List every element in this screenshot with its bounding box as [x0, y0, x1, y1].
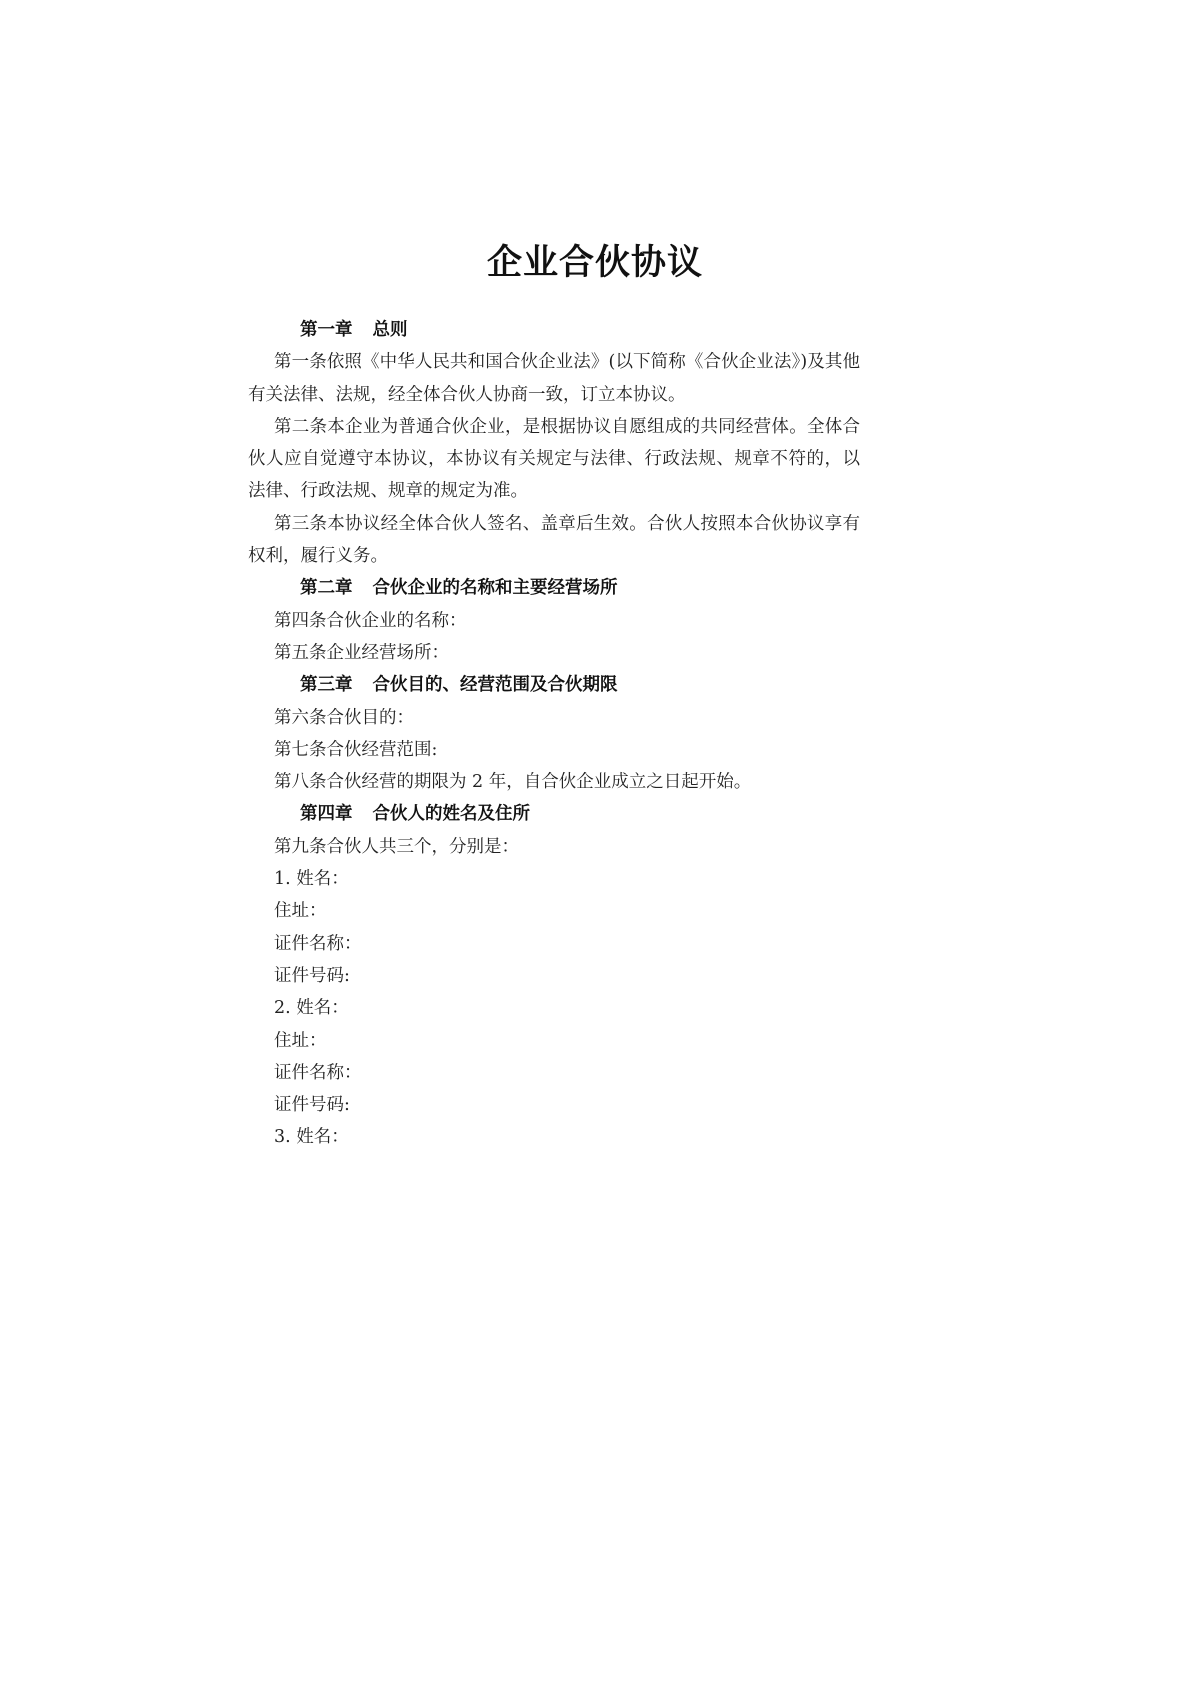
- chapter-name: 合伙企业的名称和主要经营场所: [372, 578, 618, 599]
- article: 第六条合伙目的：: [274, 707, 414, 728]
- partner-field: 证件号码:: [274, 965, 350, 986]
- article: 第五条企业经营场所：: [274, 642, 449, 663]
- document-title: 企业合伙协议: [486, 242, 703, 283]
- article: 第七条合伙经营范围:: [274, 739, 438, 760]
- chapter-number: 第三章: [300, 675, 353, 696]
- article: 第九条合伙人共三个，分别是：: [274, 836, 519, 857]
- partner-field: 证件名称：: [274, 933, 362, 954]
- chapter-heading: [248, 798, 860, 830]
- partner-field: 2. 姓名：: [274, 998, 349, 1019]
- chapter-heading: [248, 669, 860, 701]
- chapter-number: 第二章: [300, 578, 353, 599]
- partner-field: 3. 姓名：: [274, 1127, 349, 1148]
- chapter-heading: [248, 314, 860, 346]
- article: 第二条本企业为普通合伙企业，是根据协议自愿组成的共同经营体。全体合伙人应自觉遵守本协议，本协议有关规定与法律、行政法规、规章不符的，以法律、行政法规、规章的规定为准。: [248, 416, 860, 502]
- chapter-name: 总则: [372, 320, 408, 340]
- partner-field: 住址：: [274, 901, 327, 922]
- partner-field: 证件名称：: [274, 1062, 362, 1083]
- article: 第三条本协议经全体合伙人签名、盖章后生效。合伙人按照本合伙协议享有权利，履行义务。: [248, 513, 860, 567]
- chapter-number: 第四章: [300, 804, 353, 825]
- partner-field: 1. 姓名：: [274, 869, 349, 890]
- chapter-number: 第一章: [300, 320, 353, 340]
- chapter-name: 合伙目的、经营范围及合伙期限: [372, 675, 618, 696]
- article: 第一条依照《中华人民共和国合伙企业法》(以下简称《合伙企业法》)及其他有关法律、法规，经全体合伙人协商一致，订立本协议。: [248, 352, 860, 405]
- chapter-name: 合伙人的姓名及住所: [372, 804, 530, 825]
- partner-field: 住址：: [274, 1030, 327, 1051]
- article: 第四条合伙企业的名称：: [274, 610, 467, 631]
- document-body: [248, 314, 860, 1154]
- chapter-heading: [248, 572, 860, 604]
- article: 第八条合伙经营的期限为 2 年，自合伙企业成立之日起开始。: [274, 772, 752, 793]
- partner-field: 证件号码:: [274, 1095, 350, 1116]
